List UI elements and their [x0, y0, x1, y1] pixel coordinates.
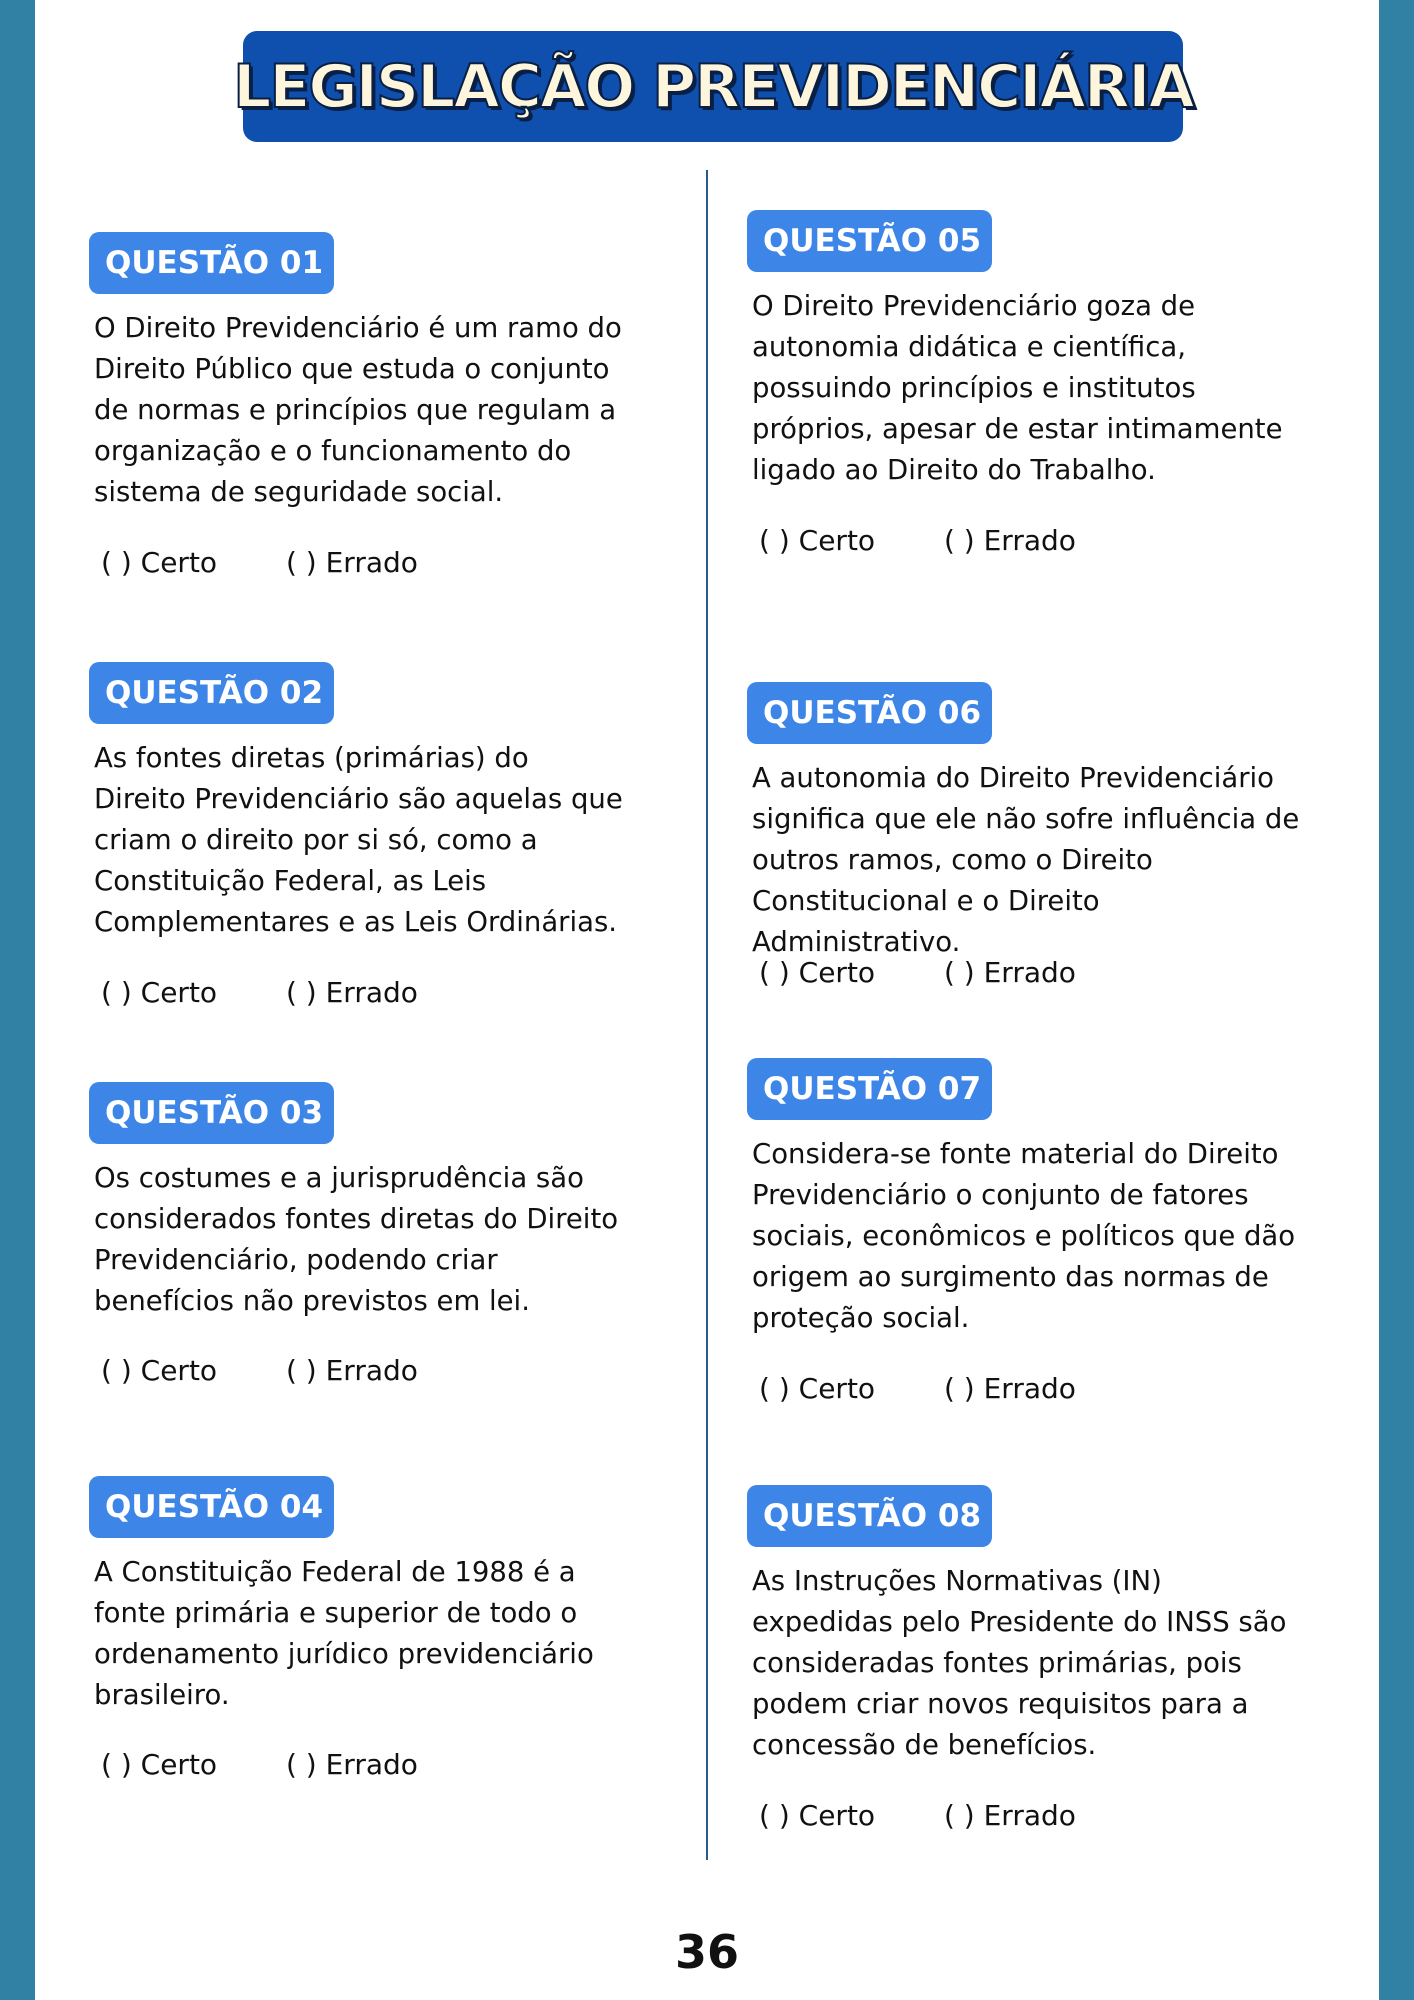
question-text: A autonomia do Direito Previdenciário significa que ele não sofre influência de outros ramos, como o Direito Constitucional e o Direito Administrativo. — [752, 762, 1300, 958]
column-divider — [706, 170, 708, 1860]
question-label: QUESTÃO 04 — [89, 1476, 334, 1538]
question-label: QUESTÃO 01 — [89, 232, 334, 294]
question-text: A Constituição Federal de 1988 é a fonte primária e superior de todo o ordenamento jurídico previdenciário brasileiro. — [94, 1556, 594, 1711]
option-errado[interactable]: ( ) Errado — [285, 1354, 418, 1387]
option-certo[interactable]: ( ) Certo — [759, 1799, 876, 1832]
answer-options — [101, 976, 418, 1009]
question-text: Considera-se fonte material do Direito Previdenciário o conjunto de fatores sociais, econômicos e políticos que dão origem ao surgimento das normas de proteção social. — [752, 1138, 1296, 1334]
question-label: QUESTÃO 07 — [747, 1058, 992, 1120]
answer-options — [759, 524, 1076, 557]
option-errado[interactable]: ( ) Errado — [285, 1748, 418, 1781]
question-text: O Direito Previdenciário é um ramo do Direito Público que estuda o conjunto de normas e princípios que regulam a organização e o funcionamento do sistema de seguridade social. — [94, 312, 622, 508]
option-certo[interactable]: ( ) Certo — [759, 1372, 876, 1405]
option-errado[interactable]: ( ) Errado — [285, 546, 418, 579]
question-label: QUESTÃO 06 — [747, 682, 992, 744]
option-errado[interactable]: ( ) Errado — [285, 976, 418, 1009]
answer-options — [759, 1799, 1076, 1832]
question-text: O Direito Previdenciário goza de autonomia didática e científica, possuindo princípios e institutos próprios, apesar de estar intimamente ligado ao Direito do Trabalho. — [752, 290, 1283, 486]
page-number: 36 — [674, 1925, 739, 1979]
question-label: QUESTÃO 05 — [747, 210, 992, 272]
page-title: LEGISLAÇÃO PREVIDENCIÁRIA — [233, 51, 1193, 122]
page — [35, 0, 1379, 2000]
question-text: Os costumes e a jurisprudência são considerados fontes diretas do Direito Previdenciário, podendo criar benefícios não previstos em lei. — [94, 1162, 619, 1317]
question-text: As Instruções Normativas (IN) expedidas pelo Presidente do INSS são consideradas fontes primárias, pois podem criar novos requisitos para a concessão de benefícios. — [752, 1565, 1287, 1761]
answer-options — [759, 956, 1076, 989]
option-certo[interactable]: ( ) Certo — [101, 1748, 218, 1781]
option-errado[interactable]: ( ) Errado — [943, 1799, 1076, 1832]
option-errado[interactable]: ( ) Errado — [943, 1372, 1076, 1405]
answer-options — [101, 546, 418, 579]
answer-options — [101, 1748, 418, 1781]
option-certo[interactable]: ( ) Certo — [101, 546, 218, 579]
question-label: QUESTÃO 03 — [89, 1082, 334, 1144]
question-label: QUESTÃO 02 — [89, 662, 334, 724]
question-text: As fontes diretas (primárias) do Direito Previdenciário são aquelas que criam o direito por si só, como a Constituição Federal, as Leis Complementares e as Leis Ordinárias. — [94, 742, 623, 938]
option-certo[interactable]: ( ) Certo — [759, 956, 876, 989]
question-label: QUESTÃO 08 — [747, 1485, 992, 1547]
answer-options — [101, 1354, 418, 1387]
title-banner — [233, 31, 1193, 142]
option-errado[interactable]: ( ) Errado — [943, 956, 1076, 989]
option-certo[interactable]: ( ) Certo — [759, 524, 876, 557]
option-errado[interactable]: ( ) Errado — [943, 524, 1076, 557]
answer-options — [759, 1372, 1076, 1405]
option-certo[interactable]: ( ) Certo — [101, 976, 218, 1009]
option-certo[interactable]: ( ) Certo — [101, 1354, 218, 1387]
